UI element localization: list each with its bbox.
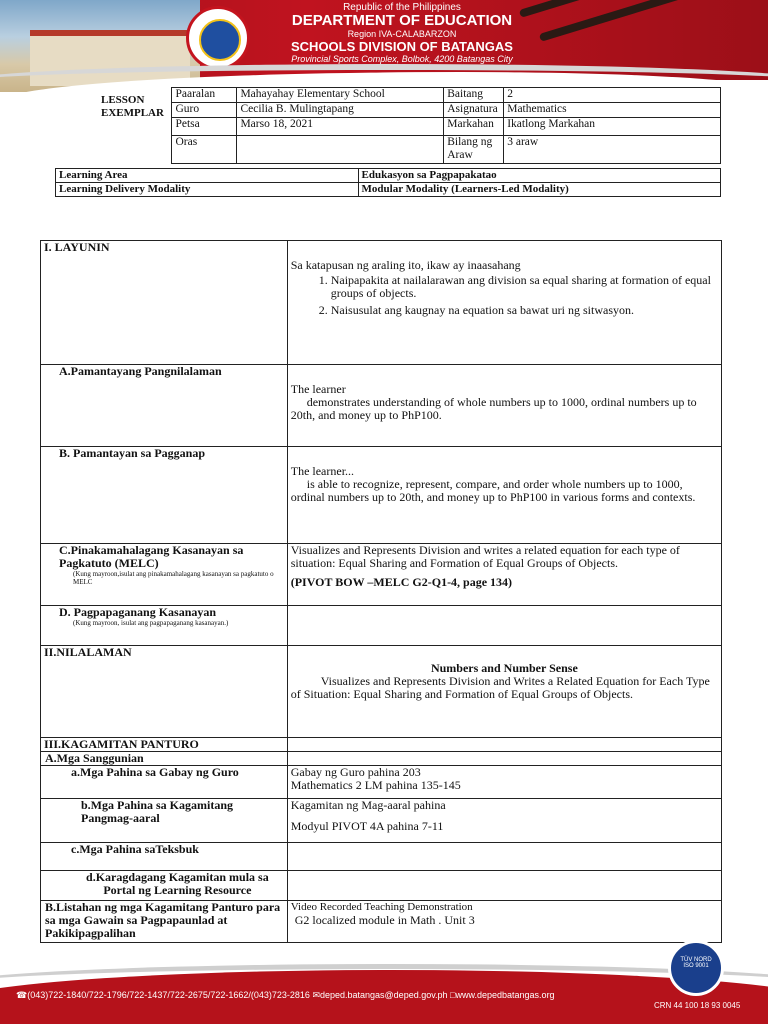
bilang-value: 3 araw — [504, 136, 721, 164]
address-text: Provincial Sports Complex, Bolbok, 4200 Batangas City — [291, 54, 513, 64]
learning-area-table — [55, 168, 721, 197]
pamantayan-pagganap-label: B. Pamantayan sa Pagganap — [41, 447, 288, 544]
melc-label-cell — [41, 544, 288, 606]
guro-value: Cecilia B. Mulingtapang — [237, 103, 444, 118]
gabay-guro-label: a.Mga Pahina sa Gabay ng Guro — [41, 766, 288, 799]
pangmag-aaral-label: b.Mga Pahina sa Kagamitang Pangmag-aaral — [41, 799, 288, 843]
layunin-item: 1. Naipapakita at nailalarawan ang division sa equal sharing at formation of equal groups of objects. — [331, 274, 718, 300]
paaralan-value: Mahayahay Elementary School — [237, 88, 444, 103]
header-text — [262, 2, 542, 64]
pamantayan-pagganap-cell — [287, 447, 721, 544]
a-line2: demonstrates understanding of whole numbers up to 1000, ordinal numbers up to 20th, and money up to PhP100. — [290, 395, 697, 422]
bilang-label: Bilang ng Araw — [444, 136, 504, 164]
footer-contacts: ☎(043)722-1840/722-1796/722-1437/722-2675/722-1662/(043)723-2816 ✉deped.batangas@deped.gov.ph □www.depedbatangas.org — [16, 990, 555, 1000]
b2-line1: Video Recorded Teaching Demonstration — [290, 901, 473, 913]
kagamitan-label: III.KAGAMITAN PANTURO — [41, 738, 288, 752]
asignatura-value: Mathematics — [504, 103, 721, 118]
paaralan-label: Paaralan — [172, 88, 237, 103]
iso-text: ISO 9001 — [683, 963, 709, 969]
sa-line1: Gabay ng Guro pahina 203 — [290, 765, 421, 779]
pamantayang-pangnilalaman-label: A.Pamantayang Pangnilalaman — [41, 365, 288, 447]
asignatura-label: Asignatura — [444, 103, 504, 118]
modality-value: Modular Modality (Learners-Led Modality) — [358, 183, 720, 197]
melc-sub: (Kung mayroon,isulat ang pinakamahalagang kasanayan sa pagkatuto o MELC — [73, 570, 274, 586]
layunin-item: 2. Naisusulat ang kaugnay na equation sa bawat uri ng sitwasyon. — [331, 304, 718, 317]
lesson-info-table — [55, 87, 721, 164]
tuv-certification-icon — [668, 940, 724, 996]
nilalaman-text: Visualizes and Represents Division and Writes a Related Equation for Each Type of Situation: Equal Sharing and Formation of Equal Groups of Objects. — [290, 674, 710, 701]
pagpapaganang-sub: (Kung mayroon, isulat ang pagpapaganang kasanayan.) — [73, 619, 229, 627]
lesson-plan-table — [40, 240, 722, 943]
listahan-label: B.Listahan ng mga Kagamitang Panturo para sa mga Gawain sa Pagpapaunlad at Pakikipagpalihan — [41, 901, 288, 943]
markahan-value: Ikatlong Markahan — [504, 118, 721, 136]
b-line1: The learner... — [290, 464, 355, 478]
crn-number: CRN 44 100 18 93 0045 — [654, 1001, 741, 1010]
pagpapaganang-cell — [287, 606, 721, 646]
melc-ref: (PIVOT BOW –MELC G2-Q1-4, page 134) — [290, 575, 513, 589]
layunin-list — [291, 274, 718, 317]
melc-label: C.Pinakamahalagang Kasanayan sa Pagkatuto (MELC) — [59, 543, 244, 570]
footer-banner — [0, 960, 768, 1024]
nilalaman-title: Numbers and Number Sense — [430, 661, 578, 675]
markahan-label: Markahan — [444, 118, 504, 136]
region-text: Region IVA-CALABARZON — [347, 29, 457, 39]
gabay-guro-cell — [287, 766, 721, 799]
melc-cell — [287, 544, 721, 606]
pamantayang-pangnilalaman-cell — [287, 365, 721, 447]
letterhead — [0, 0, 768, 92]
sb-line1: Kagamitan ng Mag-aaral pahina — [290, 798, 446, 812]
nilalaman-cell — [287, 646, 721, 738]
listahan-cell — [287, 901, 721, 943]
pagpapaganang-label-cell — [41, 606, 288, 646]
department-text: DEPARTMENT OF EDUCATION — [291, 12, 513, 29]
baitang-value: 2 — [504, 88, 721, 103]
republic-text: Republic of the Philippines — [343, 2, 461, 13]
baitang-label: Baitang — [444, 88, 504, 103]
sa-line2: Mathematics 2 LM pahina 135-145 — [290, 778, 461, 792]
modality-label: Learning Delivery Modality — [56, 183, 359, 197]
lesson-title: LESSON EXEMPLAR — [101, 93, 164, 119]
learning-area-label: Learning Area — [56, 169, 359, 183]
petsa-value: Marso 18, 2021 — [237, 118, 444, 136]
deped-seal-icon — [186, 6, 250, 70]
a-line1: The learner — [290, 382, 346, 396]
nilalaman-label: II.NILALAMAN — [41, 646, 288, 738]
teksbuk-label: c.Mga Pahina saTeksbuk — [41, 843, 288, 871]
pangmag-aaral-cell — [287, 799, 721, 843]
layunin-cell — [287, 241, 721, 365]
oras-value — [237, 136, 444, 164]
division-text: SCHOOLS DIVISION OF BATANGAS — [291, 39, 513, 54]
learning-area-value: Edukasyon sa Pagpapakatao — [358, 169, 720, 183]
sb-line2: Modyul PIVOT 4A pahina 7-11 — [290, 819, 444, 833]
layunin-intro: Sa katapusan ng araling ito, ikaw ay inaasahang — [290, 258, 521, 272]
portal-label: d.Karagdagang Kagamitan mula sa Portal ng Learning Resource — [41, 871, 288, 901]
melc-text: Visualizes and Represents Division and writes a related equation for each type of situation: Equal Sharing and Formation of Equal Groups of Objects. — [290, 543, 680, 570]
b-line2: is able to recognize, represent, compare, and order whole numbers up to 1000, ordinal numbers up to 20th, and money up to PhP100 in various forms and contexts. — [290, 477, 696, 504]
sanggunian-label: A.Mga Sanggunian — [41, 752, 288, 766]
oras-label: Oras — [172, 136, 237, 164]
petsa-label: Petsa — [172, 118, 237, 136]
tuv-text: TÜV NORD — [680, 957, 712, 963]
b2-line2: G2 localized module in Math . Unit 3 — [294, 913, 475, 927]
guro-label: Guro — [172, 103, 237, 118]
layunin-label: I. LAYUNIN — [41, 241, 288, 365]
pagpapaganang-label: D. Pagpapaganang Kasanayan — [59, 605, 217, 619]
